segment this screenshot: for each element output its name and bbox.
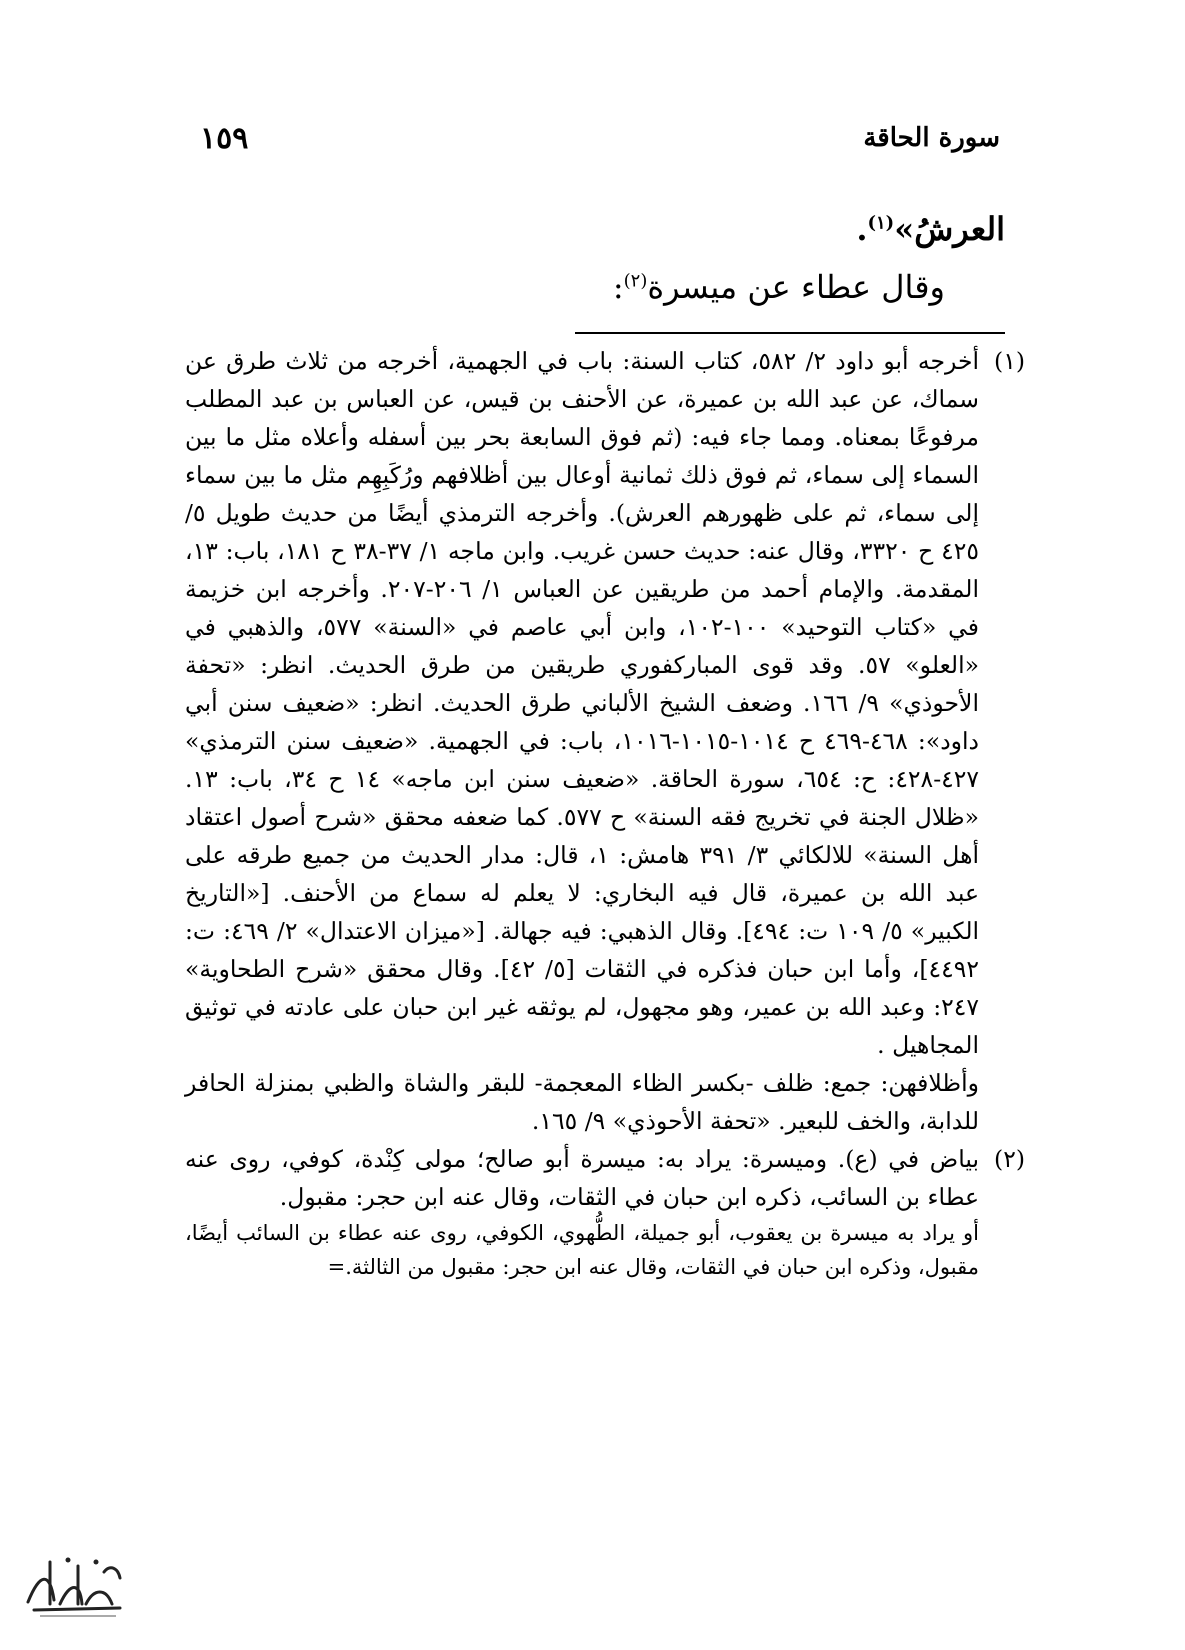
page-number: ١٥٩ — [200, 120, 249, 156]
footnote-1-number: (١) — [994, 347, 1025, 375]
footnote-2-extra: أو يراد به ميسرة بن يعقوب، أبو جميلة، الطُّهوي، الكوفي، روى عنه عطاء بن السائب أيضًا، مقبول، وذكره ابن حبان في الثقات، وقال عنه ابن حجر: مقبول من الثالثة.= — [185, 1221, 979, 1279]
main-text-line-2-content: وقال عطاء عن ميسرة — [647, 268, 945, 306]
footnote-2 — [185, 1140, 1025, 1216]
main-text-line-2-end: : — [612, 268, 624, 306]
calligraphy-logo-icon — [20, 1542, 130, 1622]
main-text-line-1-end: . — [856, 210, 868, 248]
footnote-1-text: أخرجه أبو داود ٢/ ٥٨٢، كتاب السنة: باب في الجهمية، أخرجه من ثلاث طرق عن سماك، عن عبد الله بن عميرة، عن الأحنف بن قيس، عن العباس بن عبد المطلب مرفوعًا بمعناه. ومما جاء فيه: (ثم فوق السابعة بحر بين أسفله وأعلاه مثل ما بين السماء إلى سماء، ثم فوق ذلك ثمانية أوعال بين أظلافهم ورُكَبِهِم مثل ما بين سماء إلى سماء، ثم على ظهورهم العرش). وأخرجه الترمذي أيضًا من حديث طويل ٥/ ٤٢٥ ح ٣٣٢٠، وقال عنه: حديث حسن غريب. وابن ماجه ١/ ٣٧-٣٨ ح ١٨١، باب: ١٣، المقدمة. والإمام أحمد من طريقين عن العباس ١/ ٢٠٦-٢٠٧. وأخرجه ابن خزيمة في «كتاب التوحيد» ١٠٠-١٠٢، وابن أبي عاصم في «السنة» ٥٧٧، والذهبي في «العلو» ٥٧. وقد قوى المباركفوري طريقين من طرق الحديث. انظر: «تحفة الأحوذي» ٩/ ١٦٦. وضعف الشيخ الألباني طرق الحديث. انظر: «ضعيف سنن أبي داود»: ٤٦٨-٤٦٩ ح ١٠١٤-١٠١٥-١٠١٦، باب: في الجهمية. «ضعيف سنن الترمذي» ٤٢٧-٤٢٨: ح: ٦٥٤، سورة الحاقة. «ضعيف سنن ابن ماجه» ١٤ ح ٣٤، باب: ١٣. «ظلال الجنة في تخريج فقه السنة» ح ٥٧٧. كما ضعفه محقق «شرح أصول اعتقاد أهل السنة» للالكائي ٣/ ٣٩١ هامش: ١، قال: مدار الحديث من جميع طرقه على عبد الله بن عميرة، قال فيه البخاري: لا يعلم له سماع من الأحنف. [«التاريخ الكبير» ٥/ ١٠٩ ت: ٤٩٤]. وقال الذهبي: فيه جهالة. [«ميزان الاعتدال» ٢/ ٤٦٩: ت: ٤٤٩٢]، وأما ابن حبان فذكره في الثقات [٥/ ٤٢]. وقال محقق «شرح الطحاوية» ٢٤٧: وعبد الله بن عمير، وهو مجهول، لم يوثقه غير ابن حبان على عادته في توثيق المجاهيل . — [185, 347, 980, 1059]
footnote-1-extra: وأظلافهن: جمع: ظلف -بكسر الظاء المعجمة- للبقر والشاة والظبي بمنزلة الحافر للدابة، والخف للبعير. «تحفة الأحوذي» ٩/ ١٦٥. — [185, 1069, 979, 1135]
main-text-line-1 — [185, 200, 1005, 258]
footnote-separator — [575, 332, 1005, 334]
main-text-line-2 — [185, 258, 1005, 316]
footnote-ref-1[interactable]: (١) — [867, 212, 895, 234]
running-header — [200, 118, 1000, 158]
footnote-2-number: (٢) — [994, 1145, 1025, 1173]
footnote-2-text: بياض في (ع). وميسرة: يراد به: ميسرة أبو صالح؛ مولى كِنْدة، كوفي، روى عنه عطاء بن السائب، ذكره ابن حبان في الثقات، وقال عنه ابن حجر: مقبول. — [185, 1145, 979, 1211]
main-text — [185, 200, 1005, 316]
surah-title: سورة الحاقة — [863, 123, 1000, 153]
footnote-ref-2[interactable]: (٢) — [623, 270, 648, 292]
footnote-1 — [185, 342, 1025, 1064]
calligraphy-logo-svg — [20, 1542, 130, 1622]
main-text-line-1-content: العرشُ» — [894, 210, 1005, 248]
footnotes-section — [185, 342, 1025, 1284]
